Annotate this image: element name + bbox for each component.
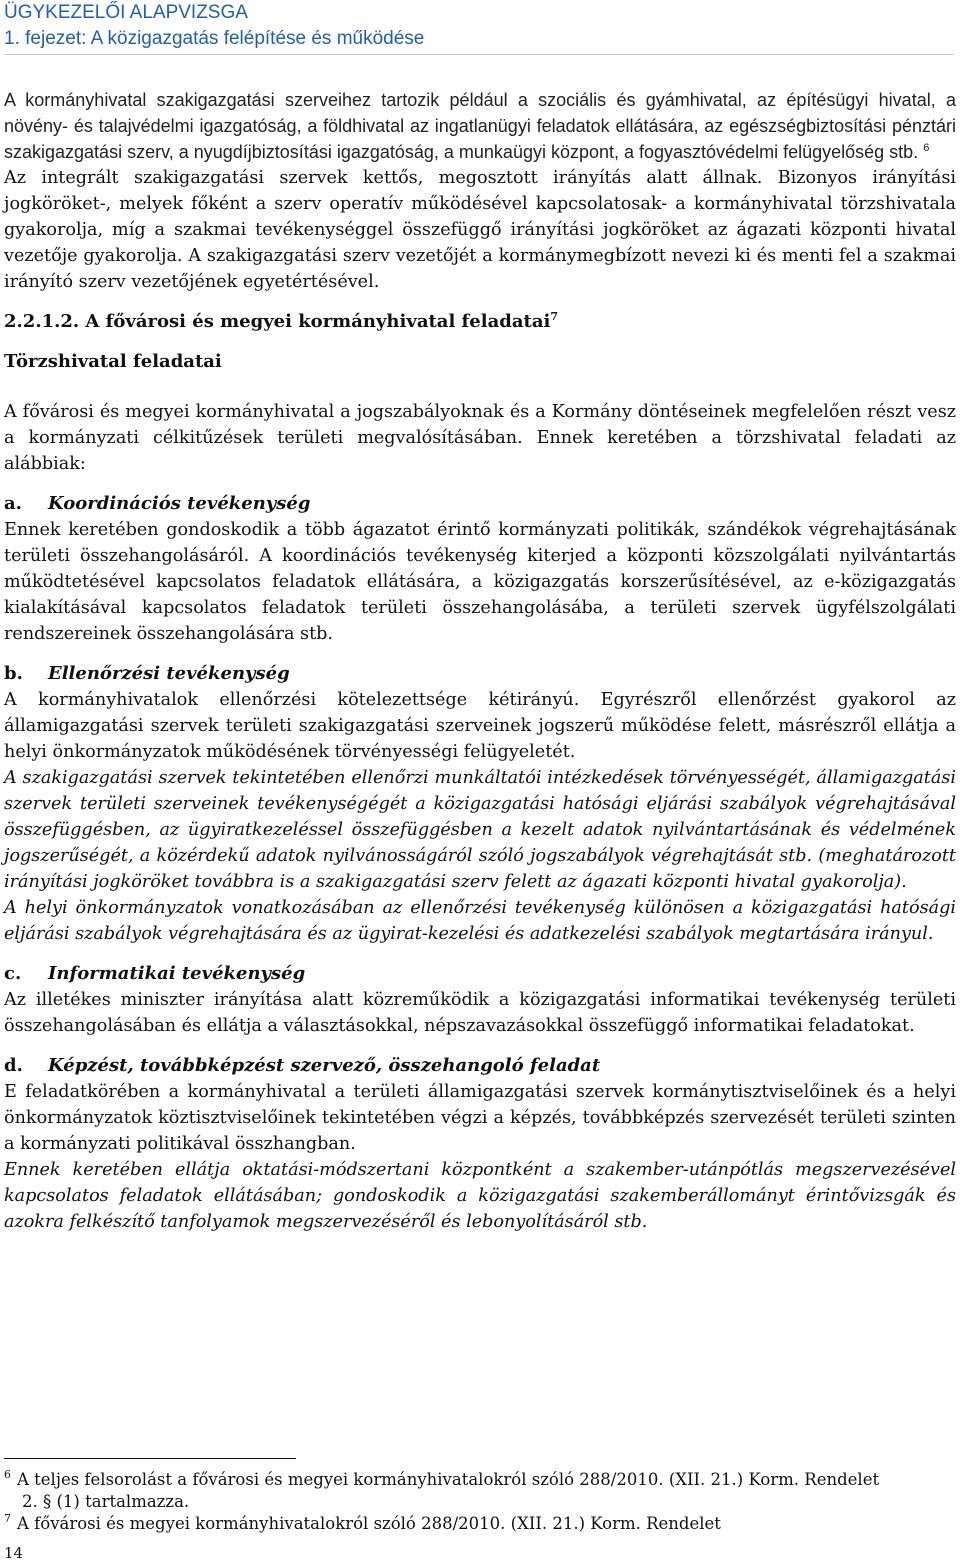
intro-paragraph-1-text: A kormányhivatal szakigazgatási szerveihez tartozik például a szociális és gyámhivatal, az építésügyi hivatal, a növény- és talajvédelmi igazgatóság, a földhivatal az ingatlanügyi feladatok ellátására, az egészségbiztosítási pénztári szakigazgatási szerv, a nyugdíjbiztosítási igazgatóság, a munkaügyi központ, a fogyasztóvédelmi felügyelőség stb. [4,90,956,162]
intro-paragraph-1 [4,87,956,165]
page-header [4,0,954,55]
section-heading [4,309,956,335]
item-a-title-text: Koordinációs tevékenység [48,493,311,514]
section-intro: A fővárosi és megyei kormányhivatal a jogszabályoknak és a Kormány döntéseinek megfelelően részt vesz a kormányzati célkitűzések területi megvalósításában. Ennek keretében a törzshivatal feladati az alábbiak: [4,402,956,474]
item-a-title [4,491,956,517]
footnotes [4,1458,956,1535]
footnote-divider [4,1458,296,1459]
document-title: ÜGYKEZELŐI ALAPVIZSGA [4,2,248,23]
item-b-text: A kormányhivatalok ellenőrzési kötelezettsége kétirányú. Egyrészről ellenőrzést gyakorol az államigazgatási szervek területi szakigazgatási szerveinek jogszerű működése felett, másrészről ellátja a helyi önkormányzatok működésének törvényességi felügyeletét. [4,690,956,762]
item-d-letter: d. [4,1055,23,1076]
footnote-6-continuation: 2. § (1) tartalmazza. [22,1492,190,1511]
item-a-text: Ennek keretében gondoskodik a több ágazatot érintő kormányzati politikák, szándékok végrehajtásának területi összehangolásáról. A koordinációs tevékenység kiterjed a központi közszolgálati nyilvántartás működtetésével kapcsolatos feladatok ellátására, a közigazgatás korszerűsítésével, az e-közigazgatás kialakításával kapcsolatos feladatok területi összehangolásába, a területi szervek ügyfélszolgálati rendszereinek összehangolására stb. [4,520,956,644]
main-content [4,87,956,1235]
footnote-6-number: 6 [4,1468,11,1481]
chapter-title: 1. fejezet: A közigazgatás felépítése és működése [4,28,425,49]
subheading: Törzshivatal feladatai [4,351,222,372]
footnote-7 [4,1513,956,1535]
footnote-ref-7[interactable]: 7 [550,310,558,323]
footnote-7-number: 7 [4,1512,11,1525]
item-c-letter: c. [4,963,22,984]
footnote-6-text: A teljes felsorolást a fővárosi és megyei kormányhivatalokról szóló 288/2010. (XII. 21.) Korm. Rendelet [17,1470,880,1489]
intro-paragraph-2: Az integrált szakigazgatási szervek kettős, megosztott irányítás alatt állnak. Bizonyos irányítási jogköröket-, melyek főként a szerv operatív működésével kapcsolatosak- a kormányhivatal törzshivatala gyakorolja, míg a szakmai tevékenységgel összefüggő irányítási jogköröket az ágazati központi hivatal vezetője gyakorolja. A szakigazgatási szerv vezetőjét a kormánymegbízott nevezi ki és menti fel a szakmai irányító szerv vezetőjének egyetértésével. [4,168,956,292]
item-b-title-text: Ellenőrzési tevékenység [48,663,290,684]
item-d-text: E feladatkörében a kormányhivatal a területi államigazgatási szervek kormánytisztviselőinek és a helyi önkormányzatok köztisztviselőinek tekintetében végzi a képzés, továbbképzés szervezését területi szinten a kormányzati politikával összhangban. [4,1082,956,1154]
item-d-title [4,1053,956,1079]
footnote-ref-6[interactable]: 6 [923,142,930,154]
item-c-title [4,961,956,987]
footnote-7-text: A fővárosi és megyei kormányhivatalokról szóló 288/2010. (XII. 21.) Korm. Rendelet [17,1514,721,1533]
item-b-italic-2: A helyi önkormányzatok vonatkozásában az ellenőrzési tevékenység különösen a közigazgatási hatósági eljárási szabályok végrehajtására és az ügyirat-kezelési és adatkezelési szabályok megtartására irányul. [4,898,956,944]
page-number: 14 [4,1544,24,1562]
header-divider [4,54,954,55]
item-b-title [4,661,956,687]
item-c-text: Az illetékes miniszter irányítása alatt közreműködik a közigazgatási informatikai tevékenység területi összehangolásában és ellátja a választásokkal, népszavazásokkal összefüggő informatikai feladatokat. [4,990,956,1036]
item-a-letter: a. [4,493,22,514]
item-c-title-text: Informatikai tevékenység [48,963,306,984]
item-b-letter: b. [4,663,23,684]
item-d-italic-1: Ennek keretében ellátja oktatási-módszertani központként a szakember-utánpótlás megszervezésével kapcsolatos feladatok ellátásában; gondoskodik a közigazgatási szakemberállományt érintővizsgák és azokra felkészítő tanfolyamok megszervezéséről és lebonyolításáról stb. [4,1160,956,1232]
item-b-italic-1: A szakigazgatási szervek tekintetében ellenőrzi munkáltatói intézkedések törvényességét, államigazgatási szervek területi szerveinek tevékenységégét a közigazgatási hatósági eljárási szabályok végrehajtásával összefüggésben, az ügyiratkezeléssel összefüggésben a kezelt adatok nyilvántartásának és védelmének jogszerűségét, a közérdekű adatok nyilvánosságáról szóló jogszabályok végrehajtását stb. (meghatározott irányítási jogköröket továbbra is a szakigazgatási szerv felett az ágazati központi hivatal gyakorolja). [4,768,956,892]
item-d-title-text: Képzést, továbbképzést szervező, összehangoló feladat [48,1055,601,1076]
section-heading-text: 2.2.1.2. A fővárosi és megyei kormányhivatal feladatai [4,311,551,332]
footnote-6 [4,1469,956,1491]
